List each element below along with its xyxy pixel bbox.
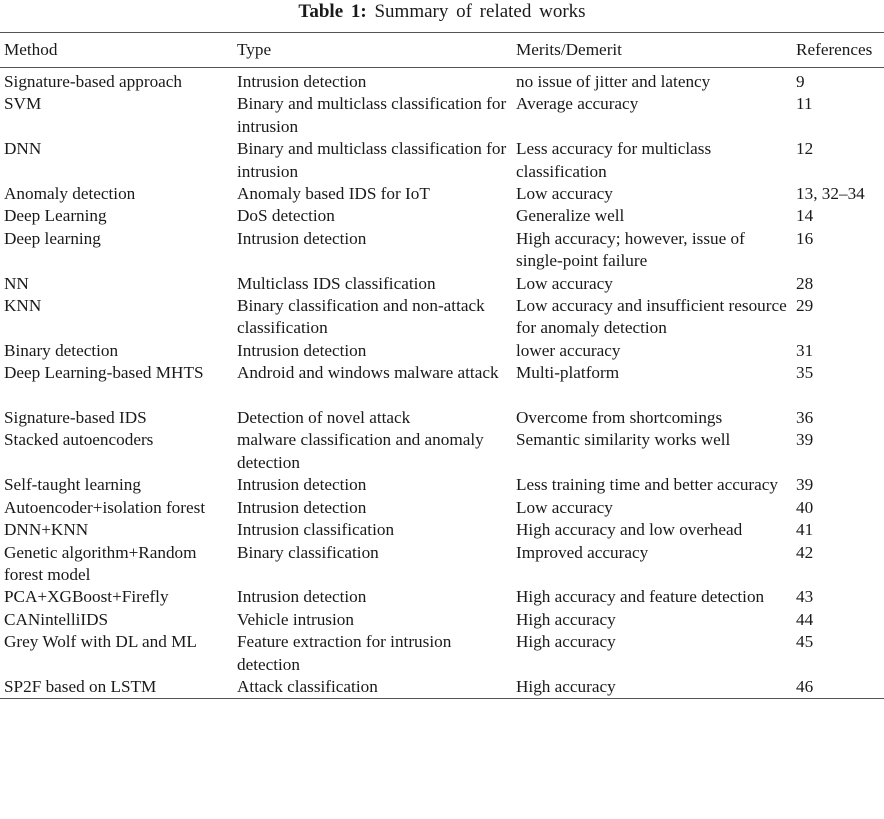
cell-references: 12 (796, 139, 814, 159)
cell-type: Intrusion detection (237, 72, 367, 91)
table-header (0, 33, 884, 68)
cell-merits: High accuracy (516, 609, 616, 629)
cell-method: Deep learning (4, 228, 101, 248)
cell-type: Intrusion detection (237, 587, 367, 607)
cell-type: Intrusion detection (237, 228, 367, 248)
cell-method: Self-taught learning (4, 475, 141, 495)
table-row (0, 676, 884, 699)
cell-references: 13, 32–34 (796, 184, 865, 204)
cell-method: Anomaly detection (4, 184, 136, 204)
cell-references: 44 (796, 609, 814, 629)
table-row (0, 474, 884, 496)
cell-merits: Low accuracy (516, 273, 613, 293)
cell-type: Detection of novel attack (237, 408, 411, 428)
cell-merits: Less accuracy for multiclass classification (516, 139, 712, 181)
cell-references: 46 (796, 676, 814, 696)
cell-type: Binary classification and non-attack classification (237, 296, 485, 338)
cell-references: 28 (796, 273, 814, 293)
cell-method: Autoencoder+isolation forest (4, 497, 206, 517)
table-row (0, 340, 884, 362)
cell-type: Binary and multiclass classification for intrusion (237, 94, 507, 136)
table-row (0, 542, 884, 587)
cell-merits: Improved accuracy (516, 542, 649, 562)
related-works-table-container (0, 32, 884, 699)
cell-references: 11 (796, 94, 813, 114)
cell-method: Deep Learning (4, 206, 107, 226)
cell-type: Intrusion classification (237, 520, 395, 540)
cell-references: 41 (796, 520, 814, 540)
cell-type: Anomaly based IDS for IoT (237, 184, 430, 204)
table-row (0, 609, 884, 631)
cell-references: 40 (796, 497, 814, 517)
cell-references: 35 (796, 363, 814, 383)
cell-method: SVM (4, 94, 42, 114)
header-method: Method (4, 39, 58, 59)
cell-references: 9 (796, 72, 805, 91)
cell-method: SP2F based on LSTM (4, 676, 157, 696)
table-caption-label: Table 1: (298, 1, 367, 22)
cell-method: Signature-based IDS (4, 408, 147, 428)
cell-method: PCA+XGBoost+Firefly (4, 587, 169, 607)
cell-merits: Low accuracy and insufficient resource for anomaly detection (516, 296, 787, 338)
cell-method: Binary detection (4, 340, 119, 360)
cell-method: KNN (4, 296, 42, 316)
table-row (0, 183, 884, 205)
cell-merits: lower accuracy (516, 340, 621, 360)
header-references: References (796, 39, 873, 59)
cell-references: 45 (796, 632, 814, 652)
header-merits: Merits/Demerit (516, 39, 622, 59)
table-caption (0, 2, 884, 22)
cell-method: Grey Wolf with DL and ML (4, 632, 197, 652)
cell-method: DNN+KNN (4, 520, 89, 540)
table-row (0, 205, 884, 227)
cell-references: 43 (796, 587, 814, 607)
cell-type: Intrusion detection (237, 475, 367, 495)
cell-method: Deep Learning-based MHTS (4, 363, 204, 383)
cell-type: Vehicle intrusion (237, 609, 354, 629)
cell-merits: Semantic similarity works well (516, 430, 731, 450)
table-row (0, 68, 884, 94)
header-type: Type (237, 39, 272, 59)
cell-merits: Low accuracy (516, 184, 613, 204)
table-row (0, 586, 884, 608)
cell-references: 36 (796, 408, 814, 428)
cell-type: Binary and multiclass classification for intrusion (237, 139, 507, 181)
cell-type: DoS detection (237, 206, 335, 226)
cell-type: malware classification and anomaly detection (237, 430, 484, 472)
cell-type: Feature extraction for intrusion detection (237, 632, 452, 674)
table-caption-title: Summary of related works (374, 1, 586, 22)
cell-merits: Generalize well (516, 206, 625, 226)
table-row (0, 138, 884, 183)
cell-references: 16 (796, 228, 814, 248)
table-row (0, 228, 884, 273)
cell-method: Genetic algorithm+Random forest model (4, 542, 197, 584)
cell-merits: Less training time and better accuracy (516, 475, 778, 495)
cell-type: Intrusion detection (237, 340, 367, 360)
cell-references: 31 (796, 340, 814, 360)
table-row (0, 407, 884, 429)
cell-merits: Low accuracy (516, 497, 613, 517)
cell-merits: Average accuracy (516, 94, 639, 114)
cell-method: Stacked autoencoders (4, 430, 154, 450)
cell-method: NN (4, 273, 29, 293)
table-row (0, 519, 884, 541)
cell-type: Attack classification (237, 676, 378, 696)
cell-method: DNN (4, 139, 42, 159)
cell-merits: High accuracy; however, issue of single-point failure (516, 228, 745, 271)
cell-references: 39 (796, 430, 814, 450)
table-row (0, 93, 884, 138)
cell-merits: High accuracy (516, 632, 616, 652)
table-row (0, 429, 884, 474)
cell-type: Intrusion detection (237, 497, 367, 517)
cell-type: Multiclass IDS classification (237, 273, 436, 293)
cell-merits: no issue of jitter and latency (516, 72, 711, 91)
table-row (0, 295, 884, 340)
cell-references: 29 (796, 296, 814, 316)
table-row (0, 362, 884, 407)
cell-merits: Multi-platform (516, 363, 620, 383)
cell-merits: High accuracy and low overhead (516, 520, 743, 540)
table-row (0, 631, 884, 676)
cell-method: Signature-based approach (4, 72, 183, 91)
related-works-table (0, 32, 884, 699)
table-header-row (0, 33, 884, 68)
cell-method: CANintelliIDS (4, 609, 109, 629)
cell-references: 14 (796, 206, 814, 226)
cell-merits: High accuracy (516, 676, 616, 696)
cell-type: Binary classification (237, 542, 379, 562)
cell-type: Android and windows malware attack (237, 363, 499, 383)
cell-references: 42 (796, 542, 814, 562)
table-row (0, 273, 884, 295)
cell-merits: Overcome from shortcomings (516, 408, 723, 428)
cell-references: 39 (796, 475, 814, 495)
table-body (0, 68, 884, 699)
table-row (0, 497, 884, 519)
cell-merits: High accuracy and feature detection (516, 587, 765, 607)
